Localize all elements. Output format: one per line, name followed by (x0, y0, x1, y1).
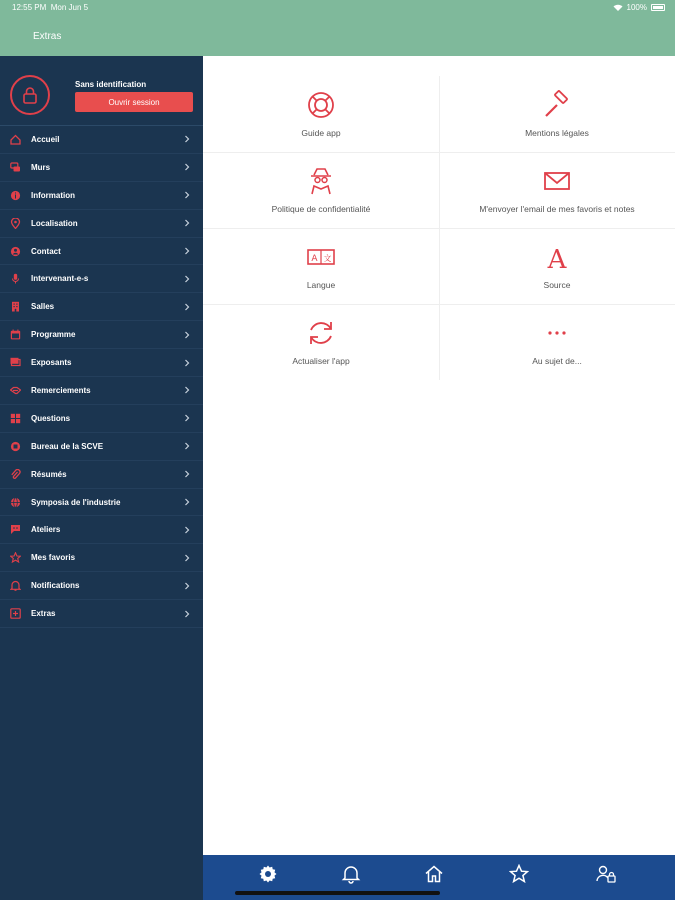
chevron-right-icon (183, 414, 191, 422)
sidebar-item-symposia-de-l-industrie[interactable] (0, 489, 203, 517)
handshake-icon (10, 385, 21, 396)
status-indicators (613, 3, 665, 12)
sidebar-item-contact[interactable] (0, 238, 203, 266)
office-icon (10, 441, 21, 452)
sidebar-item-information[interactable] (0, 182, 203, 210)
sidebar-item-extras[interactable] (0, 600, 203, 628)
sidebar-item-salles[interactable] (0, 293, 203, 321)
svg-text:A: A (547, 245, 567, 272)
home-icon (10, 134, 21, 145)
sidebar-item-label: Programme (31, 330, 76, 340)
workshop-icon (10, 524, 21, 535)
profile-section (0, 56, 203, 126)
profile-name: Sans identification (75, 80, 147, 89)
paperclip-icon (10, 469, 21, 480)
chevron-right-icon (183, 554, 191, 562)
tab-user-lock[interactable] (586, 859, 626, 889)
refresh-icon (306, 318, 336, 348)
chevron-right-icon (183, 275, 191, 283)
sidebar-item-murs[interactable] (0, 154, 203, 182)
extras-item-ellipsis[interactable] (439, 304, 675, 380)
sidebar-item-label: Contact (31, 246, 61, 256)
sidebar-item-label: Remerciements (31, 385, 91, 395)
sidebar-item-mes-favoris[interactable] (0, 544, 203, 572)
sidebar-item-label: Mes favoris (31, 553, 76, 563)
battery-percent: 100% (626, 3, 647, 12)
chat-icon (10, 162, 21, 173)
sidebar-item-resumes[interactable] (0, 461, 203, 489)
sidebar-item-label: Bureau de la SCVE (31, 441, 104, 451)
sidebar-item-label: Salles (31, 302, 55, 312)
chevron-right-icon (183, 219, 191, 227)
chevron-right-icon (183, 386, 191, 394)
status-date-text: Mon Jun 5 (50, 3, 89, 12)
chevron-right-icon (183, 191, 191, 199)
chevron-right-icon (183, 359, 191, 367)
tab-star[interactable] (499, 859, 539, 889)
grid-icon (10, 413, 21, 424)
battery-icon (651, 4, 665, 11)
sidebar-item-accueil[interactable] (0, 126, 203, 154)
extras-item-label: Guide app (301, 128, 341, 138)
svg-text:文: 文 (323, 254, 332, 263)
sidebar-item-notifications[interactable] (0, 572, 203, 600)
extras-item-label: Langue (306, 280, 336, 290)
tab-home[interactable] (414, 859, 454, 889)
home-indicator (235, 891, 440, 895)
sidebar-item-label: Exposants (31, 358, 72, 368)
status-bar (0, 0, 675, 16)
home-icon (424, 864, 444, 884)
chevron-right-icon (183, 163, 191, 171)
sidebar-item-label: Accueil (31, 134, 60, 144)
login-button[interactable]: Ouvrir session (75, 92, 193, 112)
sidebar (0, 56, 203, 900)
sidebar-item-label: Information (31, 190, 75, 200)
extras-item-label: M'envoyer l'email de mes favoris et notes (479, 204, 635, 214)
tab-bell[interactable] (331, 859, 371, 889)
sidebar-item-label: Notifications (31, 581, 80, 591)
ellipsis-icon (542, 318, 572, 348)
extras-item-label: Source (543, 280, 571, 290)
sidebar-menu (0, 126, 203, 628)
gavel-icon (542, 90, 572, 120)
extras-item-envelope[interactable] (439, 152, 675, 228)
wifi-icon (613, 4, 623, 11)
star-icon (10, 552, 21, 563)
extras-item-font[interactable] (439, 228, 675, 304)
bell-icon (341, 864, 361, 884)
top-header (0, 0, 675, 56)
user-lock-icon (596, 864, 616, 884)
sidebar-item-label: Murs (31, 162, 51, 172)
mic-icon (10, 273, 21, 284)
sidebar-item-label: Intervenant-e-s (31, 274, 89, 284)
lock-avatar[interactable] (10, 75, 50, 115)
sidebar-item-localisation[interactable] (0, 210, 203, 238)
settings-icon (258, 864, 278, 884)
lifebuoy-icon (306, 90, 336, 120)
chevron-right-icon (183, 303, 191, 311)
extras-item-label: Politique de confidentialité (271, 204, 371, 214)
status-time (12, 3, 88, 12)
tab-settings[interactable] (248, 859, 288, 889)
contact-icon (10, 246, 21, 257)
font-icon (542, 242, 572, 272)
exhibitor-icon (10, 357, 21, 368)
sidebar-item-programme[interactable] (0, 321, 203, 349)
info-icon (10, 190, 21, 201)
sidebar-item-label: Ateliers (31, 525, 61, 535)
translate-icon (306, 242, 336, 272)
chevron-right-icon (183, 470, 191, 478)
extras-item-lifebuoy[interactable] (203, 76, 439, 152)
chevron-right-icon (183, 135, 191, 143)
extras-item-translate[interactable] (203, 228, 439, 304)
status-time-text: 12:55 PM (12, 3, 47, 12)
chevron-right-icon (183, 331, 191, 339)
extras-item-spy[interactable] (203, 152, 439, 228)
chevron-right-icon (183, 247, 191, 255)
sidebar-item-exposants[interactable] (0, 349, 203, 377)
extras-item-gavel[interactable] (439, 76, 675, 152)
extras-item-label: Mentions légales (525, 128, 589, 138)
sidebar-item-label: Extras (31, 609, 56, 619)
spy-icon (306, 166, 336, 196)
sidebar-item-remerciements[interactable] (0, 377, 203, 405)
sidebar-item-label: Localisation (31, 218, 78, 228)
extras-item-label: Au sujet de... (532, 356, 582, 366)
globe-icon (10, 497, 21, 508)
extras-item-refresh[interactable] (203, 304, 439, 380)
chevron-right-icon (183, 526, 191, 534)
chevron-right-icon (183, 498, 191, 506)
location-icon (10, 218, 21, 229)
sidebar-item-bureau-de-la-scve[interactable] (0, 433, 203, 461)
chevron-right-icon (183, 582, 191, 590)
sidebar-item-label: Questions (31, 413, 71, 423)
sidebar-item-label: Symposia de l'industrie (31, 497, 121, 507)
envelope-icon (542, 166, 572, 196)
extras-item-label: Actualiser l'app (292, 356, 350, 366)
page-title: Extras (33, 31, 62, 42)
sidebar-item-intervenant-e-s[interactable] (0, 265, 203, 293)
building-icon (10, 301, 21, 312)
svg-text:A: A (311, 254, 318, 264)
star-icon (509, 864, 529, 884)
plus-icon (10, 608, 21, 619)
chevron-right-icon (183, 610, 191, 618)
sidebar-item-questions[interactable] (0, 405, 203, 433)
sidebar-item-label: Résumés (31, 469, 67, 479)
calendar-icon (10, 329, 21, 340)
chevron-right-icon (183, 442, 191, 450)
lock-icon (21, 86, 39, 104)
sidebar-item-ateliers[interactable] (0, 516, 203, 544)
bell-icon (10, 580, 21, 591)
